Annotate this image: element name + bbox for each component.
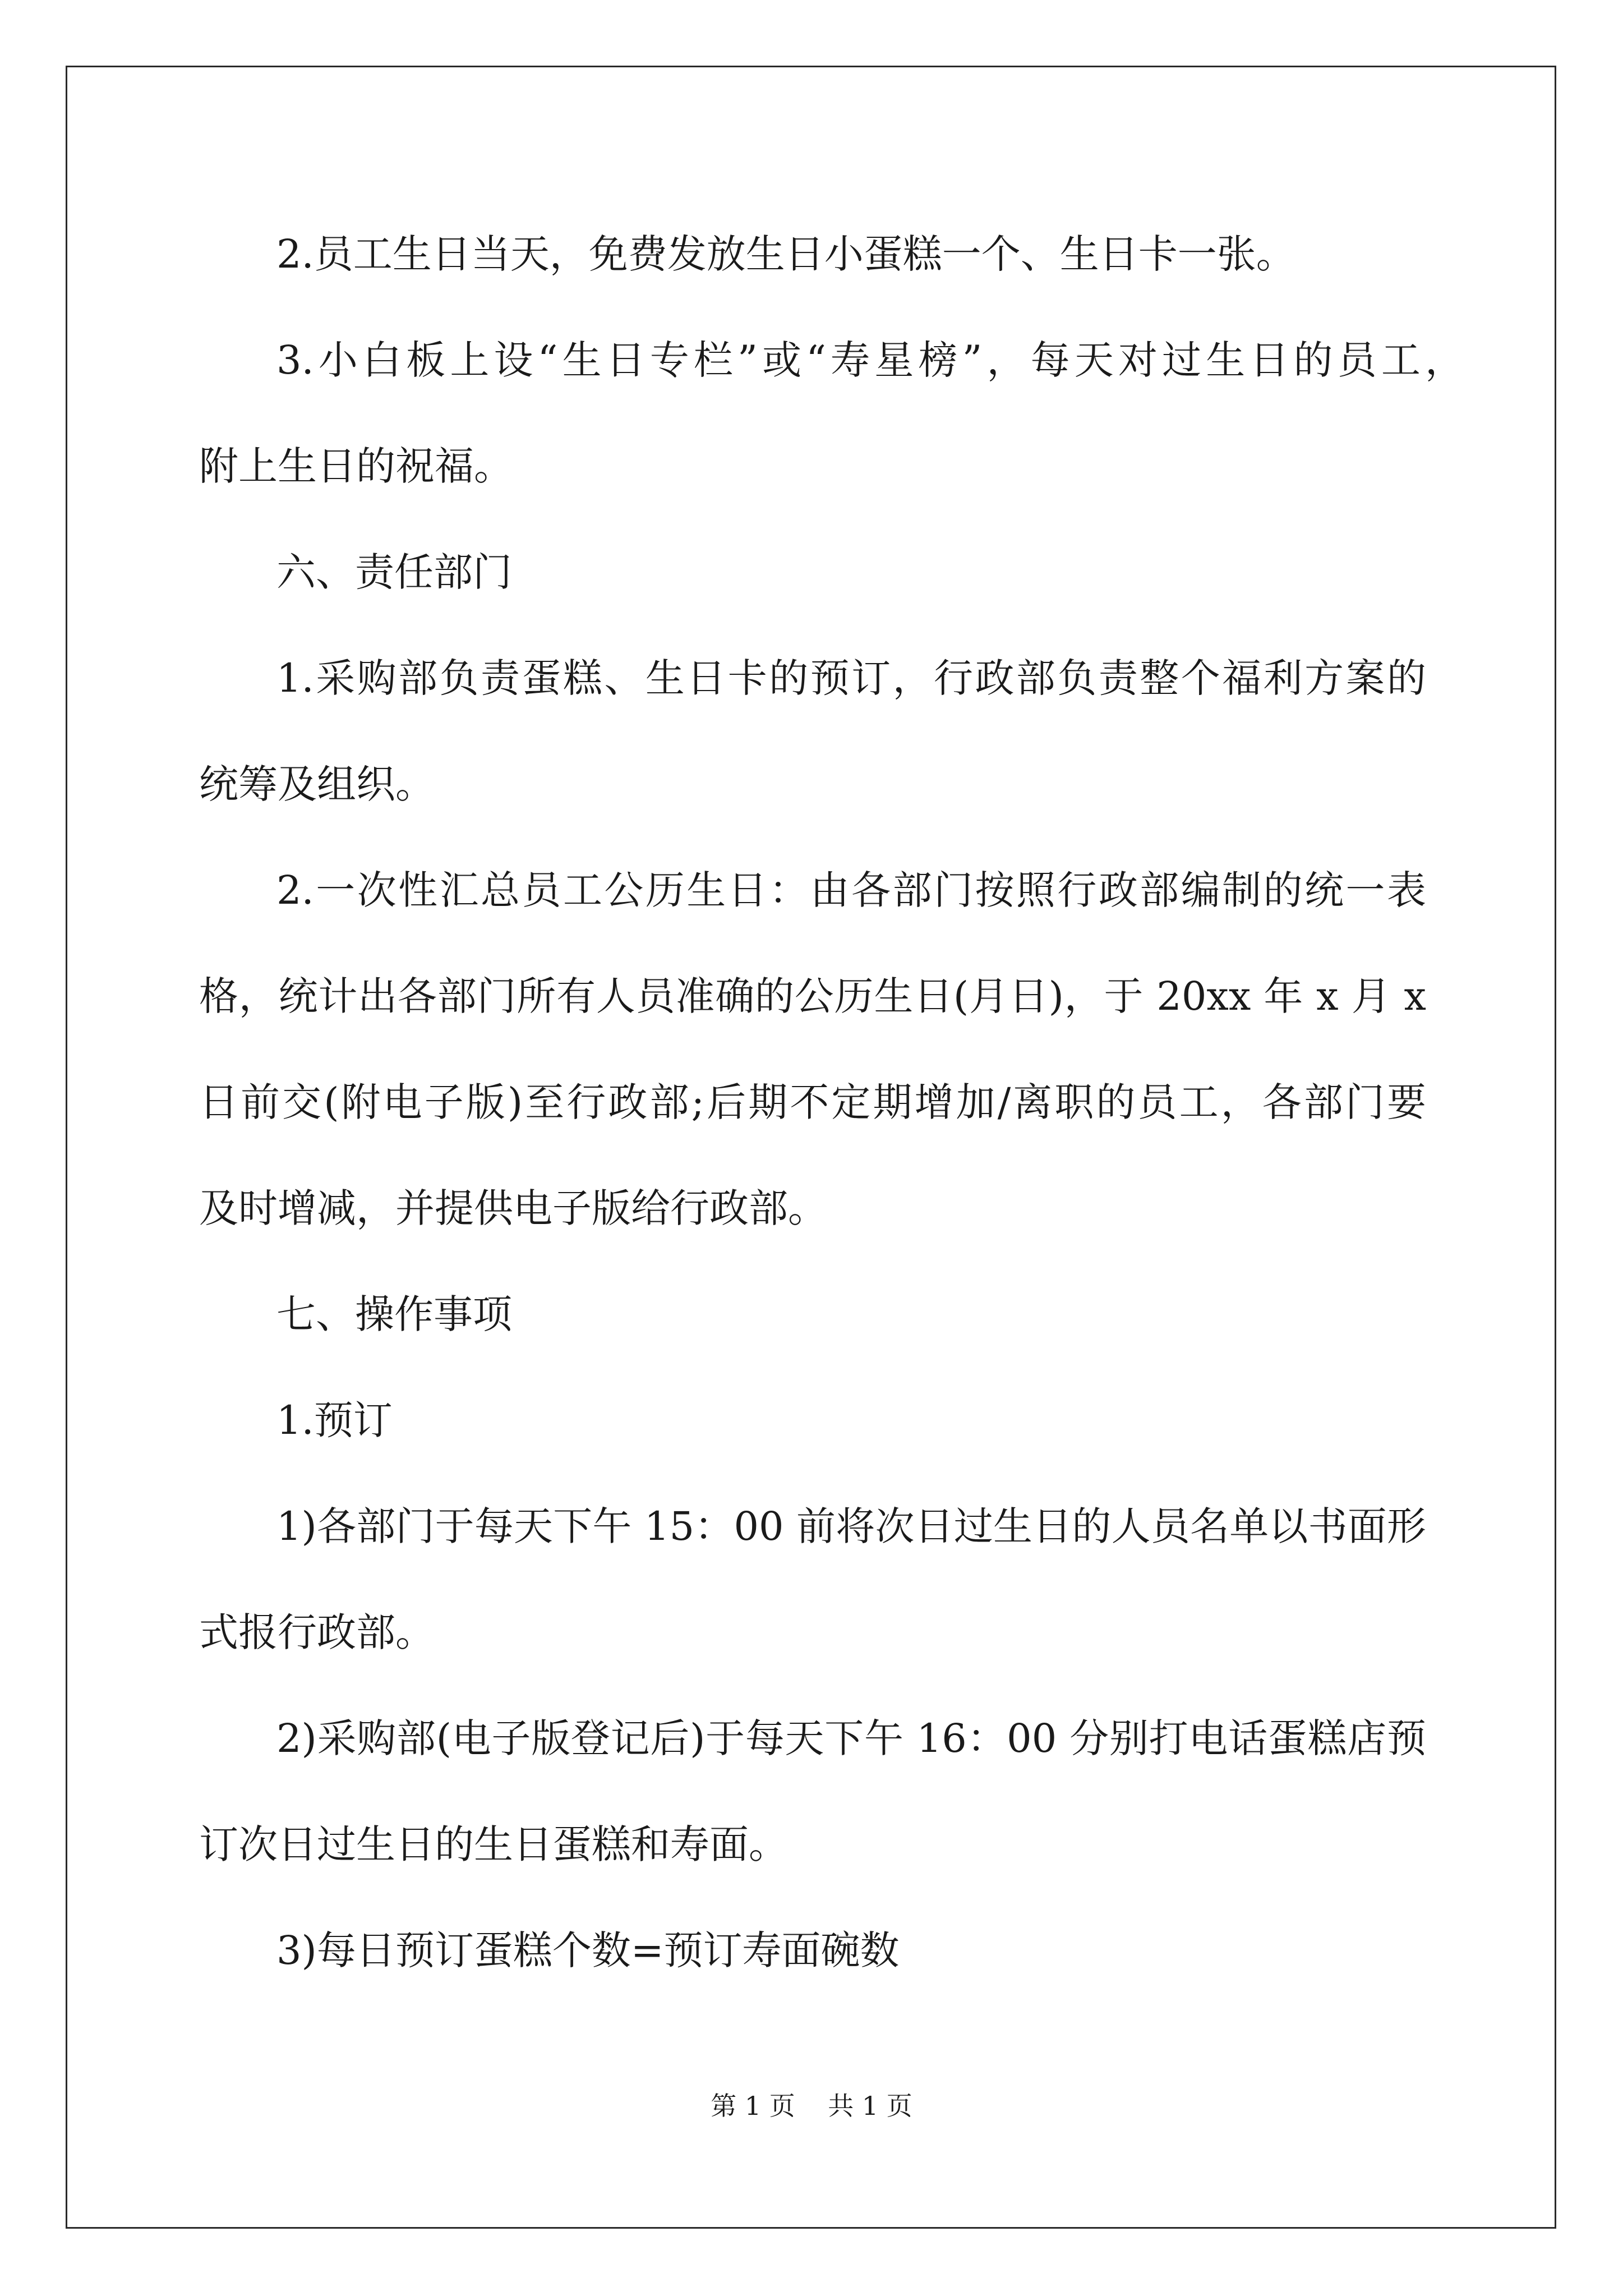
paragraph-line: 1.采购部负责蛋糕、生日卡的预订，行政部负责整个福利方案的 bbox=[276, 655, 1426, 701]
paragraph-line: 2)采购部(电子版登记后)于每天下午 16：00 分别打电话蛋糕店预 bbox=[276, 1715, 1426, 1761]
paragraph-line: 2.员工生日当天，免费发放生日小蛋糕一个、生日卡一张。 bbox=[276, 231, 1295, 277]
paragraph-line: 式报行政部。 bbox=[199, 1609, 435, 1655]
paragraph-line: 日前交(附电子版)至行政部;后期不定期增加/离职的员工，各部门要 bbox=[199, 1079, 1426, 1125]
section-heading: 六、责任部门 bbox=[276, 549, 512, 595]
page-number-footer: 第 1 页 共 1 页 bbox=[711, 2091, 912, 2121]
page-border bbox=[66, 66, 1556, 2229]
section-heading: 七、操作事项 bbox=[276, 1291, 512, 1337]
paragraph-line: 3.小白板上设“生日专栏”或“寿星榜”，每天对过生日的员工， bbox=[276, 337, 1464, 383]
paragraph-line: 1)各部门于每天下午 15：00 前将次日过生日的人员名单以书面形 bbox=[276, 1503, 1426, 1549]
paragraph-line: 订次日过生日的生日蛋糕和寿面。 bbox=[199, 1821, 788, 1867]
subsection-heading: 1.预订 bbox=[276, 1397, 393, 1443]
paragraph-line: 格，统计出各部门所有人员准确的公历生日(月日)，于 20xx 年 x 月 x bbox=[199, 973, 1426, 1019]
paragraph-line: 统筹及组织。 bbox=[199, 761, 435, 807]
paragraph-line: 附上生日的祝福。 bbox=[199, 443, 513, 489]
paragraph-line: 3)每日预订蛋糕个数=预订寿面碗数 bbox=[276, 1927, 900, 1973]
paragraph-line: 2.一次性汇总员工公历生日：由各部门按照行政部编制的统一表 bbox=[276, 867, 1426, 913]
paragraph-line: 及时增减，并提供电子版给行政部。 bbox=[199, 1185, 827, 1231]
